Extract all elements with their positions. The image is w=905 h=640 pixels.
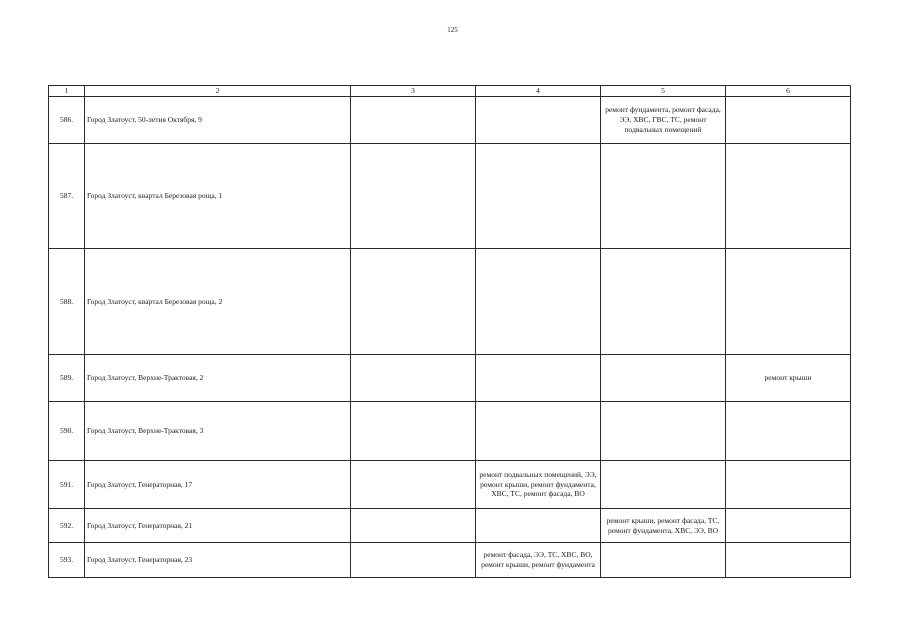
- column-header-3: 3: [351, 86, 476, 97]
- row-col5: [601, 461, 726, 509]
- row-number: 589.: [49, 355, 85, 402]
- row-col5: ремонт фундамента, ремонт фасада, ЭЭ, ХВС, ГВС, ТС, ремонт подвальных помещений: [601, 97, 726, 144]
- table-row: [49, 97, 851, 144]
- row-col4: ремонт фасада, ЭЭ, ТС, ХВС, ВО, ремонт крыши, ремонт фундамента: [476, 543, 601, 578]
- table-row: [49, 144, 851, 249]
- row-number: 586.: [49, 97, 85, 144]
- row-col6: [726, 509, 851, 543]
- row-col3: [351, 249, 476, 355]
- table-row: [49, 249, 851, 355]
- table-row: [49, 355, 851, 402]
- row-col5: [601, 144, 726, 249]
- row-col6: [726, 402, 851, 461]
- row-col4: [476, 144, 601, 249]
- row-address: Город Златоуст, квартал Березовая роща, 1: [85, 144, 351, 249]
- row-col5: [601, 402, 726, 461]
- column-header-2: 2: [85, 86, 351, 97]
- row-col4: [476, 249, 601, 355]
- row-address: Город Златоуст, квартал Березовая роща, 2: [85, 249, 351, 355]
- row-col4: [476, 509, 601, 543]
- column-header-4: 4: [476, 86, 601, 97]
- row-col5: [601, 249, 726, 355]
- row-number: 591.: [49, 461, 85, 509]
- row-col3: [351, 144, 476, 249]
- row-number: 593.: [49, 543, 85, 578]
- row-col5: ремонт крыши, ремонт фасада, ТС, ремонт фундамента, ХВС, ЭЭ, ВО: [601, 509, 726, 543]
- row-col4: [476, 402, 601, 461]
- row-col3: [351, 97, 476, 144]
- row-col3: [351, 543, 476, 578]
- row-address: Город Златоуст, Генераторная, 17: [85, 461, 351, 509]
- header-row: [49, 86, 851, 97]
- row-address: Город Златоуст, Генераторная, 23: [85, 543, 351, 578]
- column-header-1: 1: [49, 86, 85, 97]
- row-col3: [351, 402, 476, 461]
- row-col5: [601, 543, 726, 578]
- row-number: 592.: [49, 509, 85, 543]
- row-col4: ремонт подвальных помещений, ЭЭ, ремонт крыши, ремонт фундамента, ХВС, ТС, ремонт фасада, ВО: [476, 461, 601, 509]
- row-number: 590.: [49, 402, 85, 461]
- row-col6: [726, 97, 851, 144]
- column-header-5: 5: [601, 86, 726, 97]
- row-col6: [726, 144, 851, 249]
- row-address: Город Златоуст, Верхне-Трактовая, 2: [85, 355, 351, 402]
- row-address: Город Златоуст, 50-летия Октября, 9: [85, 97, 351, 144]
- row-col5: [601, 355, 726, 402]
- table-row: [49, 509, 851, 543]
- works-table: [48, 85, 851, 578]
- row-col6: [726, 543, 851, 578]
- table-row: [49, 402, 851, 461]
- column-header-6: 6: [726, 86, 851, 97]
- row-number: 587.: [49, 144, 85, 249]
- page-number: 125: [447, 26, 458, 34]
- row-address: Город Златоуст, Верхне-Трактовая, 3: [85, 402, 351, 461]
- row-col6: [726, 249, 851, 355]
- row-number: 588.: [49, 249, 85, 355]
- table-row: [49, 461, 851, 509]
- row-col4: [476, 355, 601, 402]
- row-col6: [726, 461, 851, 509]
- row-col6: ремонт крыши: [726, 355, 851, 402]
- row-col3: [351, 509, 476, 543]
- row-col3: [351, 461, 476, 509]
- table-row: [49, 543, 851, 578]
- row-address: Город Златоуст, Генераторная, 21: [85, 509, 351, 543]
- row-col4: [476, 97, 601, 144]
- row-col3: [351, 355, 476, 402]
